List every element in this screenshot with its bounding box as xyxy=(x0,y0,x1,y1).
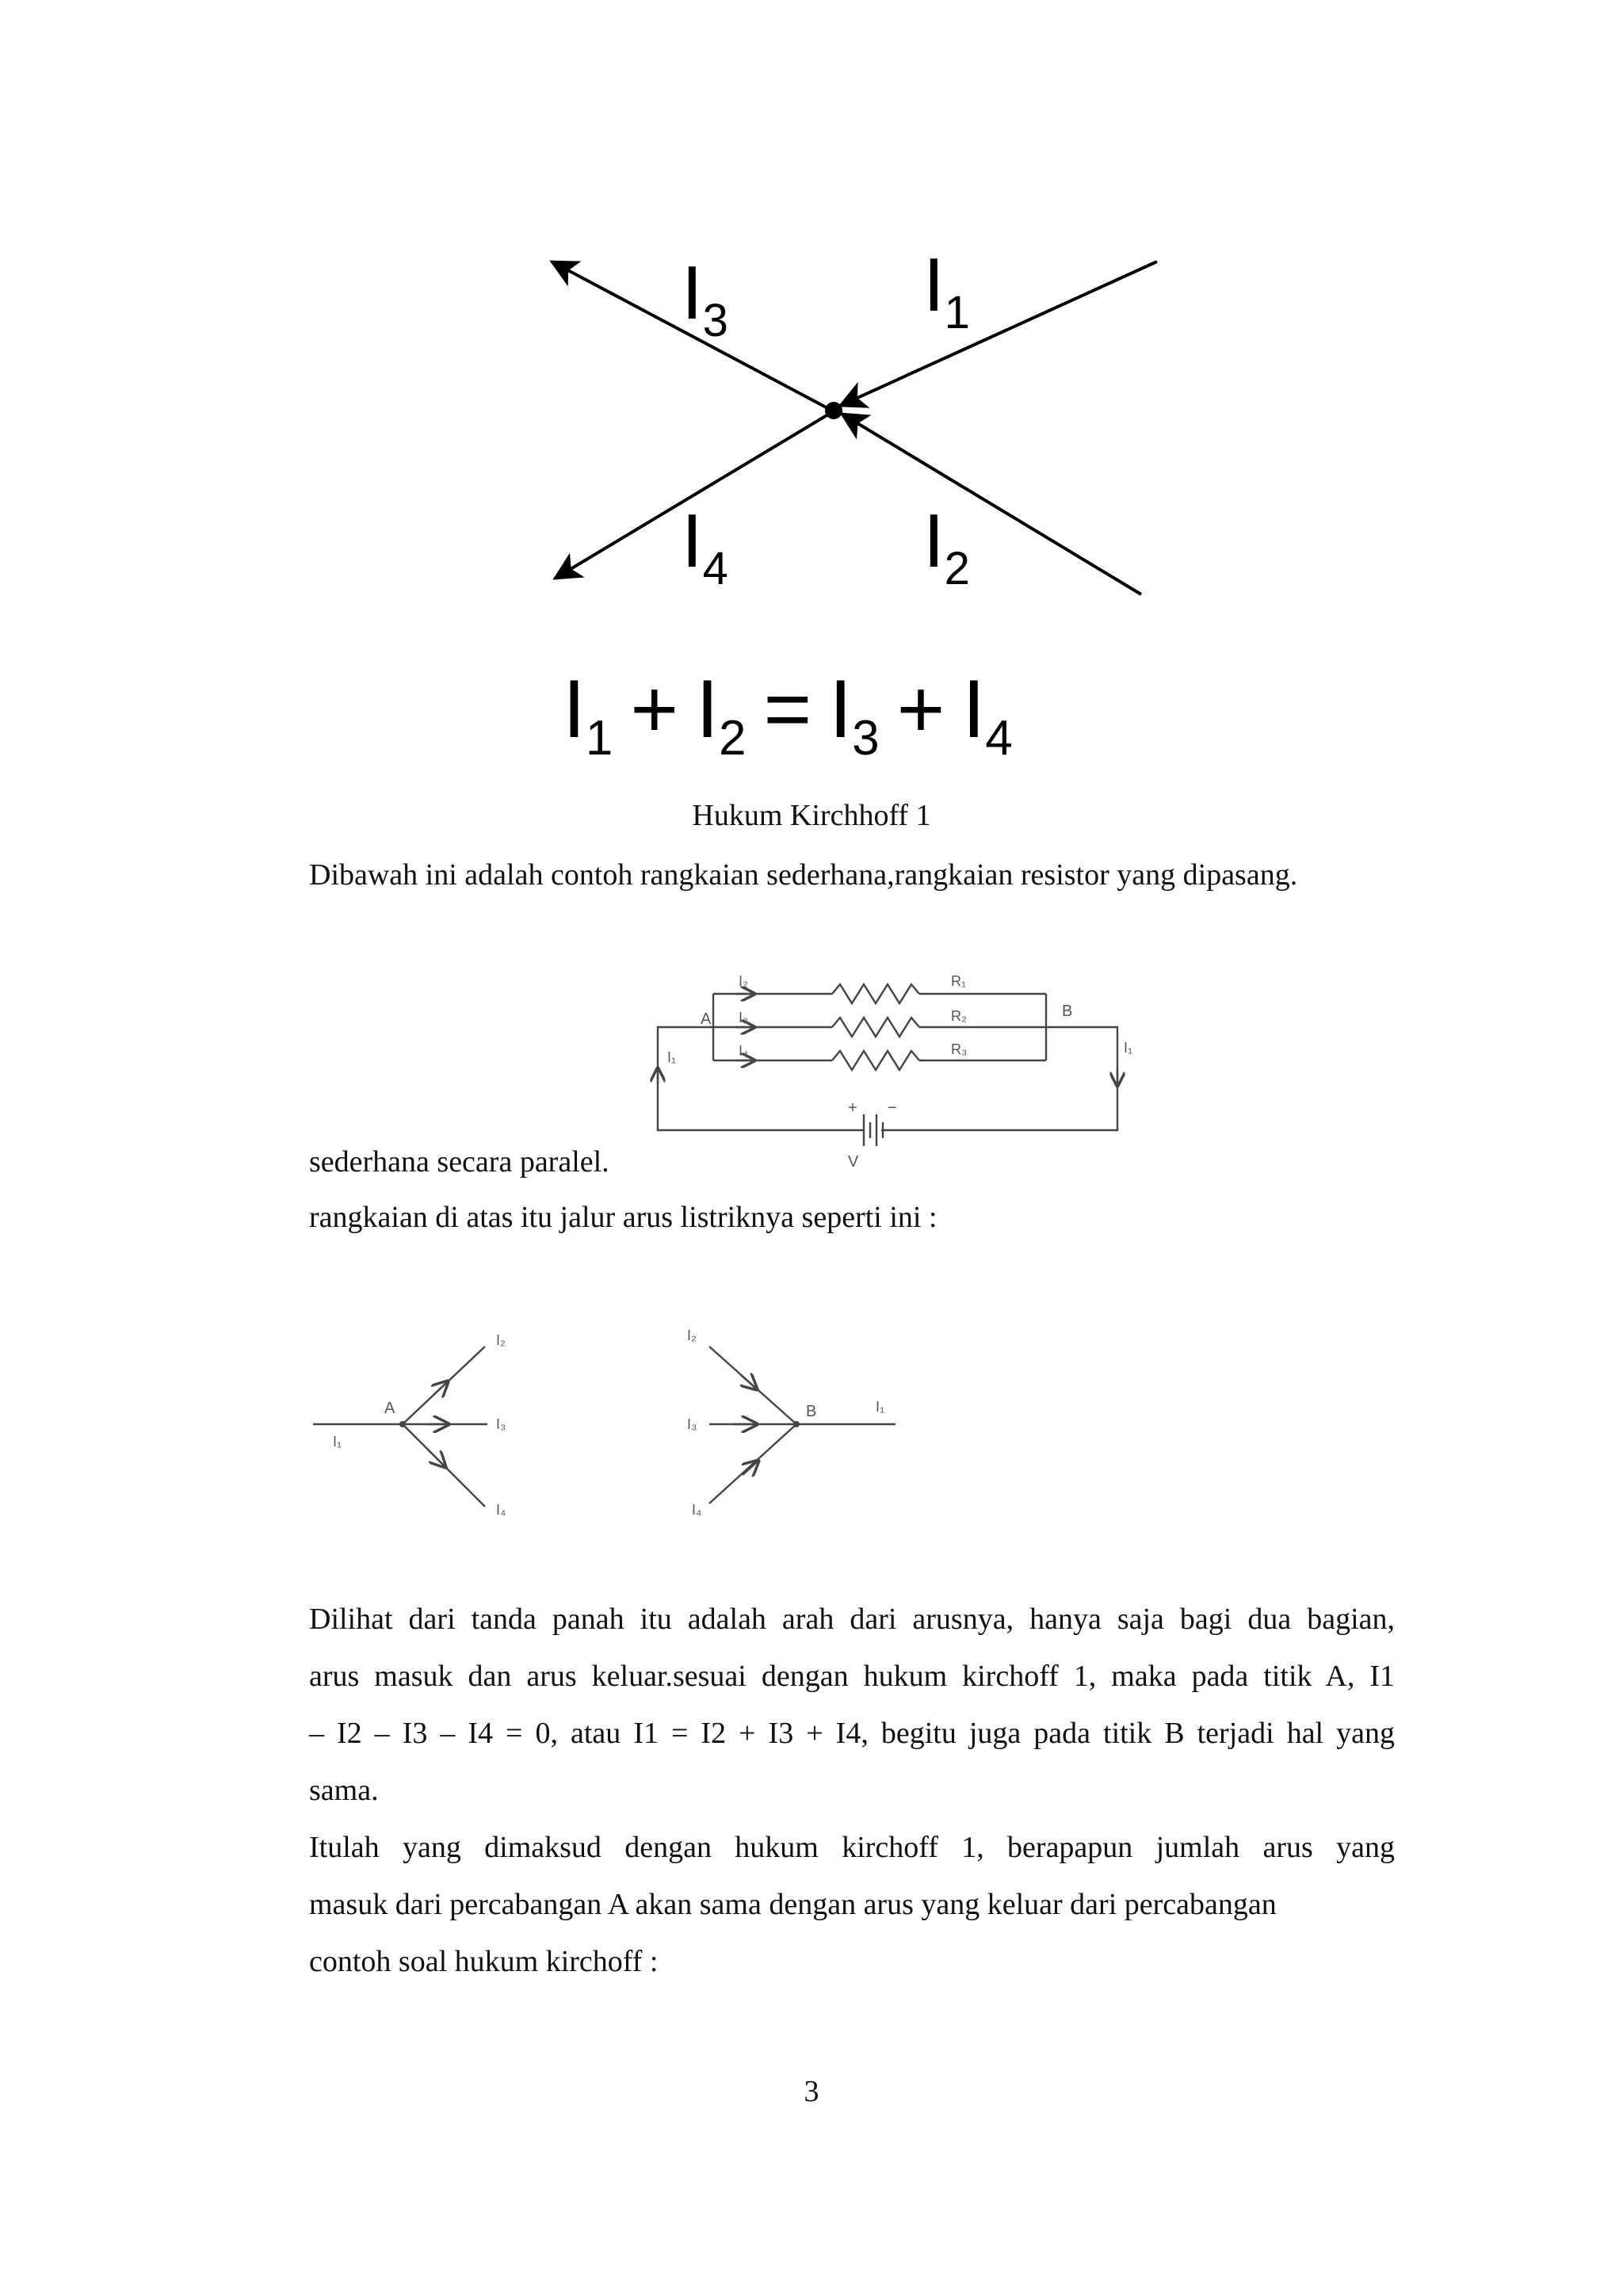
explanation-paragraph-2 xyxy=(309,1819,1395,1990)
label-r1: R₁ xyxy=(951,973,967,989)
label-i1-left: I₁ xyxy=(667,1049,677,1065)
outer-wire xyxy=(658,1027,864,1130)
label-i2: I₂ xyxy=(739,973,748,989)
current-line-i2 xyxy=(842,414,1141,594)
junction-b-diagram xyxy=(678,1312,907,1534)
paragraph-1-line-1: Dilihat dari tanda panah itu adalah arah dari arusnya, hanya saja bagi dua bagian, xyxy=(309,1603,1395,1636)
paragraph-2-line-1: Itulah yang dimaksud dengan hukum kirchoff 1, berapapun jumlah arus yang xyxy=(309,1831,1395,1864)
junction-b-i2: I₂ xyxy=(687,1328,697,1343)
label-plus: + xyxy=(848,1099,857,1117)
paragraph-2-line-2: masuk dari percabangan A akan sama dengan arus yang keluar dari percabangan xyxy=(309,1888,1277,1921)
intro-line: Dibawah ini adalah contoh rangkaian sederhana,rangkaian resistor yang dipasang. xyxy=(309,858,1298,892)
junction-a-i4: I₄ xyxy=(496,1502,506,1518)
parallel-circuit-diagram xyxy=(650,967,1141,1181)
label-minus: − xyxy=(888,1099,897,1117)
label-i4: I₄ xyxy=(739,1043,749,1059)
junction-a-i2: I₂ xyxy=(496,1332,506,1348)
figure-caption: Hukum Kirchhoff 1 xyxy=(692,799,931,832)
paragraph-1-line-4: sama. xyxy=(309,1774,379,1807)
junction-a-i3: I₃ xyxy=(496,1416,506,1432)
junction-b-node: B xyxy=(806,1403,817,1420)
label-r3: R₃ xyxy=(951,1041,968,1057)
junction-a-i1: I₁ xyxy=(333,1434,342,1450)
paragraph-1-line-2: arus masuk dan arus keluar.sesuai dengan hukum kirchoff 1, maka pada titik A, I1 xyxy=(309,1660,1395,1693)
outer-wire-right xyxy=(881,1027,1117,1130)
junction-node xyxy=(825,402,842,419)
junction-b-i4: I₄ xyxy=(692,1502,702,1518)
label-i2: $I_2$ xyxy=(923,499,970,594)
junction-b-i1: I₁ xyxy=(876,1399,885,1415)
junction-a-node: A xyxy=(384,1400,395,1417)
page-number: 3 xyxy=(804,2075,819,2108)
after-circuit-line-1: sederhana secara paralel. xyxy=(309,1145,609,1179)
label-i3: I₃ xyxy=(739,1010,749,1026)
after-circuit-line-2: rangkaian di atas itu jalur arus listriknya seperti ini : xyxy=(309,1201,938,1234)
current-line-i1 xyxy=(840,262,1157,406)
label-i1-right: I₁ xyxy=(1124,1040,1133,1056)
junction-b-i3: I₃ xyxy=(687,1416,697,1432)
label-node-a: A xyxy=(701,1010,712,1028)
paragraph-1-line-3: – I2 – I3 – I4 = 0, atau I1 = I2 + I3 + I4, begitu juga pada titik B terjadi hal yang xyxy=(309,1717,1395,1750)
resistor-r1 xyxy=(832,984,919,1003)
resistor-r2 xyxy=(832,1018,919,1037)
label-voltage: V xyxy=(848,1153,859,1171)
paragraph-2-line-3: contoh soal hukum kirchoff : xyxy=(309,1945,659,1978)
label-node-b: B xyxy=(1062,1003,1073,1020)
resistor-r3 xyxy=(832,1051,919,1070)
label-r2: R₂ xyxy=(951,1008,967,1024)
junction-a-diagram xyxy=(309,1312,531,1534)
explanation-paragraph-1 xyxy=(309,1591,1395,1819)
kirchhoff-equation: $I_1 + I_2 = I_3 + I_4$ xyxy=(563,663,1013,766)
label-i3: $I_3$ xyxy=(682,250,728,346)
label-i1: $I_1$ xyxy=(923,243,970,338)
label-i4: $I_4$ xyxy=(682,499,728,594)
kirchhoff-junction-figure xyxy=(523,230,1205,785)
